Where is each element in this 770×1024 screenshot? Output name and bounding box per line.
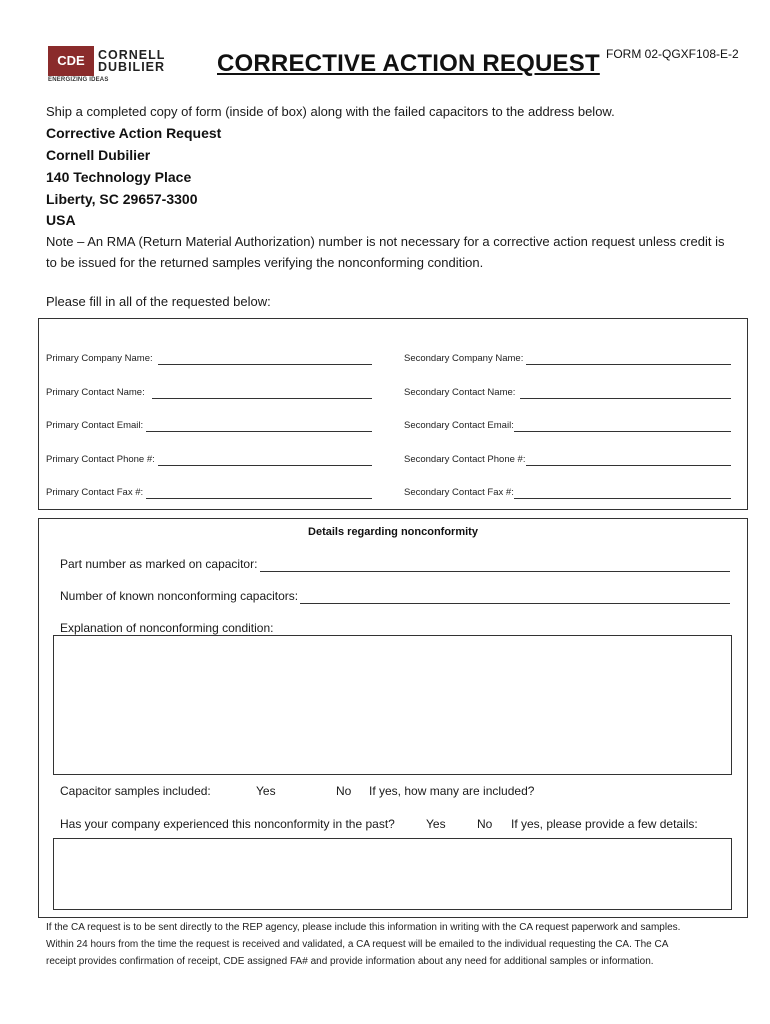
samples-yes-option[interactable]: Yes (256, 784, 276, 798)
past-details-prompt: If yes, please provide a few details: (511, 817, 698, 831)
secondary-contact-fax-field[interactable] (514, 498, 731, 499)
part-number-field[interactable] (260, 571, 730, 572)
secondary-contact-email-field[interactable] (514, 431, 731, 432)
primary-contact-name-field[interactable] (152, 398, 372, 399)
contact-info-box (38, 318, 748, 510)
secondary-contact-fax-label: Secondary Contact Fax #: (404, 487, 514, 498)
footer-line1: If the CA request is to be sent directly to the REP agency, please include this information in writing with the CA request paperwork and samples. (46, 922, 681, 933)
secondary-company-name-field[interactable] (526, 364, 731, 365)
secondary-contact-name-label: Secondary Contact Name: (404, 387, 516, 398)
past-no-option[interactable]: No (477, 817, 493, 831)
primary-company-name-label: Primary Company Name: (46, 353, 153, 364)
secondary-contact-phone-field[interactable] (526, 465, 731, 466)
primary-company-name-field[interactable] (158, 364, 372, 365)
logo-name-line1: CORNELL (98, 48, 166, 62)
address-line: 140 Technology Place (46, 169, 192, 185)
secondary-contact-email-label: Secondary Contact Email: (404, 420, 514, 431)
secondary-contact-name-field[interactable] (520, 398, 731, 399)
page-title: CORRECTIVE ACTION REQUEST (217, 50, 600, 77)
primary-contact-phone-label: Primary Contact Phone #: (46, 454, 155, 465)
rma-note-line2: to be issued for the returned samples verifying the nonconforming condition. (46, 255, 484, 270)
past-yes-option[interactable]: Yes (426, 817, 446, 831)
address-line: Corrective Action Request (46, 125, 222, 141)
logo-name (98, 49, 165, 73)
rma-note-line1: Note – An RMA (Return Material Authorization) number is not necessary for a corrective action request unless credit is (46, 234, 725, 249)
explanation-textarea[interactable] (53, 635, 732, 775)
known-count-label: Number of known nonconforming capacitors: (60, 589, 299, 603)
logo-name-line2: DUBILIER (98, 60, 166, 74)
samples-count-prompt: If yes, how many are included? (369, 784, 535, 798)
primary-contact-email-label: Primary Contact Email: (46, 420, 144, 431)
past-nonconformity-label: Has your company experienced this nonconformity in the past? (60, 817, 395, 831)
company-logo (48, 46, 184, 86)
known-count-field[interactable] (300, 603, 730, 604)
explanation-label: Explanation of nonconforming condition: (60, 621, 274, 635)
primary-contact-fax-field[interactable] (146, 498, 372, 499)
footer-line3: receipt provides confirmation of receipt, CDE assigned FA# and provide information about any need for additional samples or information. (46, 956, 654, 967)
primary-contact-fax-label: Primary Contact Fax #: (46, 487, 144, 498)
address-line: Liberty, SC 29657-3300 (46, 191, 198, 207)
ship-instruction: Ship a completed copy of form (inside of box) along with the failed capacitors to the address below. (46, 104, 615, 119)
address-line: USA (46, 212, 76, 228)
logo-tagline: ENERGIZING IDEAS (48, 77, 109, 83)
primary-contact-name-label: Primary Contact Name: (46, 387, 145, 398)
form-number: FORM 02-QGXF108-E-2 (606, 47, 739, 61)
details-heading: Details regarding nonconformity (308, 526, 478, 538)
samples-no-option[interactable]: No (336, 784, 352, 798)
primary-contact-email-field[interactable] (146, 431, 372, 432)
part-number-label: Part number as marked on capacitor: (60, 557, 258, 571)
footer-line2: Within 24 hours from the time the request is received and validated, a CA request will be emailed to the individual requesting the CA. The CA (46, 939, 669, 950)
fill-instruction: Please fill in all of the requested below: (46, 294, 271, 309)
past-details-textarea[interactable] (53, 838, 732, 910)
logo-mark: CDE (48, 46, 94, 76)
secondary-company-name-label: Secondary Company Name: (404, 353, 524, 364)
samples-included-label: Capacitor samples included: (60, 784, 211, 798)
secondary-contact-phone-label: Secondary Contact Phone #: (404, 454, 526, 465)
primary-contact-phone-field[interactable] (158, 465, 372, 466)
address-line: Cornell Dubilier (46, 147, 151, 163)
